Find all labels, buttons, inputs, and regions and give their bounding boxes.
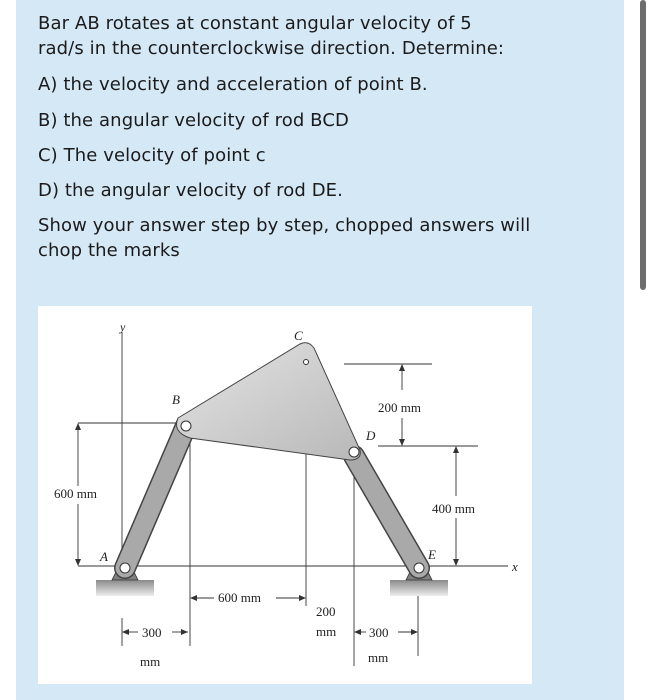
pin-d (349, 447, 359, 457)
dim-label-200-top: 200 mm (378, 400, 421, 415)
pin-a (120, 563, 130, 573)
dim-label-600-mid: 600 mm (218, 590, 261, 605)
arrow-600-mid-left (190, 595, 197, 601)
part-d: D) the angular velocity of rod DE. (38, 180, 343, 201)
pin-e (414, 563, 424, 573)
dim-label-300-left-num: 300 (142, 625, 162, 640)
question-line-1: Bar AB rotates at constant angular velocity of 5 (38, 13, 472, 34)
label-x: x (512, 559, 518, 574)
dim-label-200-mid-unit: mm (316, 624, 337, 639)
label-y: y (120, 320, 126, 334)
dim-label-200-mid-num: 200 (316, 604, 336, 619)
dim-label-600-left: 600 mm (54, 486, 97, 501)
label-c: C (294, 328, 303, 343)
label-b: B (172, 392, 180, 407)
arrow-600-mid-right (299, 595, 306, 601)
arrow-400-bottom (453, 559, 459, 566)
instruction-line-1: Show your answer step by step, chopped answers will (38, 215, 531, 236)
part-a: A) the velocity and acceleration of point B. (38, 74, 428, 95)
arrow-400-top (453, 446, 459, 453)
label-a: A (100, 549, 108, 564)
plate-bcd (177, 343, 361, 460)
pin-b (181, 421, 191, 431)
vertical-scrollbar[interactable] (640, 0, 646, 290)
dim-label-300-left-unit: mm (140, 654, 161, 669)
arrow-300-right-a (354, 629, 361, 635)
arrow-200-top (399, 364, 405, 371)
instruction-line-2: chop the marks (38, 240, 180, 261)
question-line-2: rad/s in the counterclockwise direction. Determine: (38, 38, 505, 59)
bar-ab (125, 426, 186, 568)
mechanism-figure (38, 306, 532, 684)
mechanism-diagram (38, 306, 532, 684)
label-e: E (428, 547, 436, 562)
arrow-300-left-b (181, 629, 188, 635)
arrow-300-right-b (411, 629, 418, 635)
part-c: C) The velocity of point c (38, 145, 266, 166)
arrow-600-left-bottom (75, 559, 81, 566)
label-d: D (366, 428, 376, 443)
part-b: B) the angular velocity of rod BCD (38, 110, 349, 131)
pin-c (304, 360, 309, 365)
arrow-200-bottom (399, 439, 405, 446)
ground-support-a (96, 580, 154, 596)
dim-label-400: 400 mm (432, 501, 475, 516)
arrow-600-left-top (75, 423, 81, 430)
dim-label-300-right-num: 300 (369, 625, 389, 640)
ground-support-e (390, 580, 448, 596)
bar-de (354, 456, 419, 568)
dim-label-300-right-unit: mm (368, 650, 389, 665)
arrow-300-left-a (122, 629, 129, 635)
